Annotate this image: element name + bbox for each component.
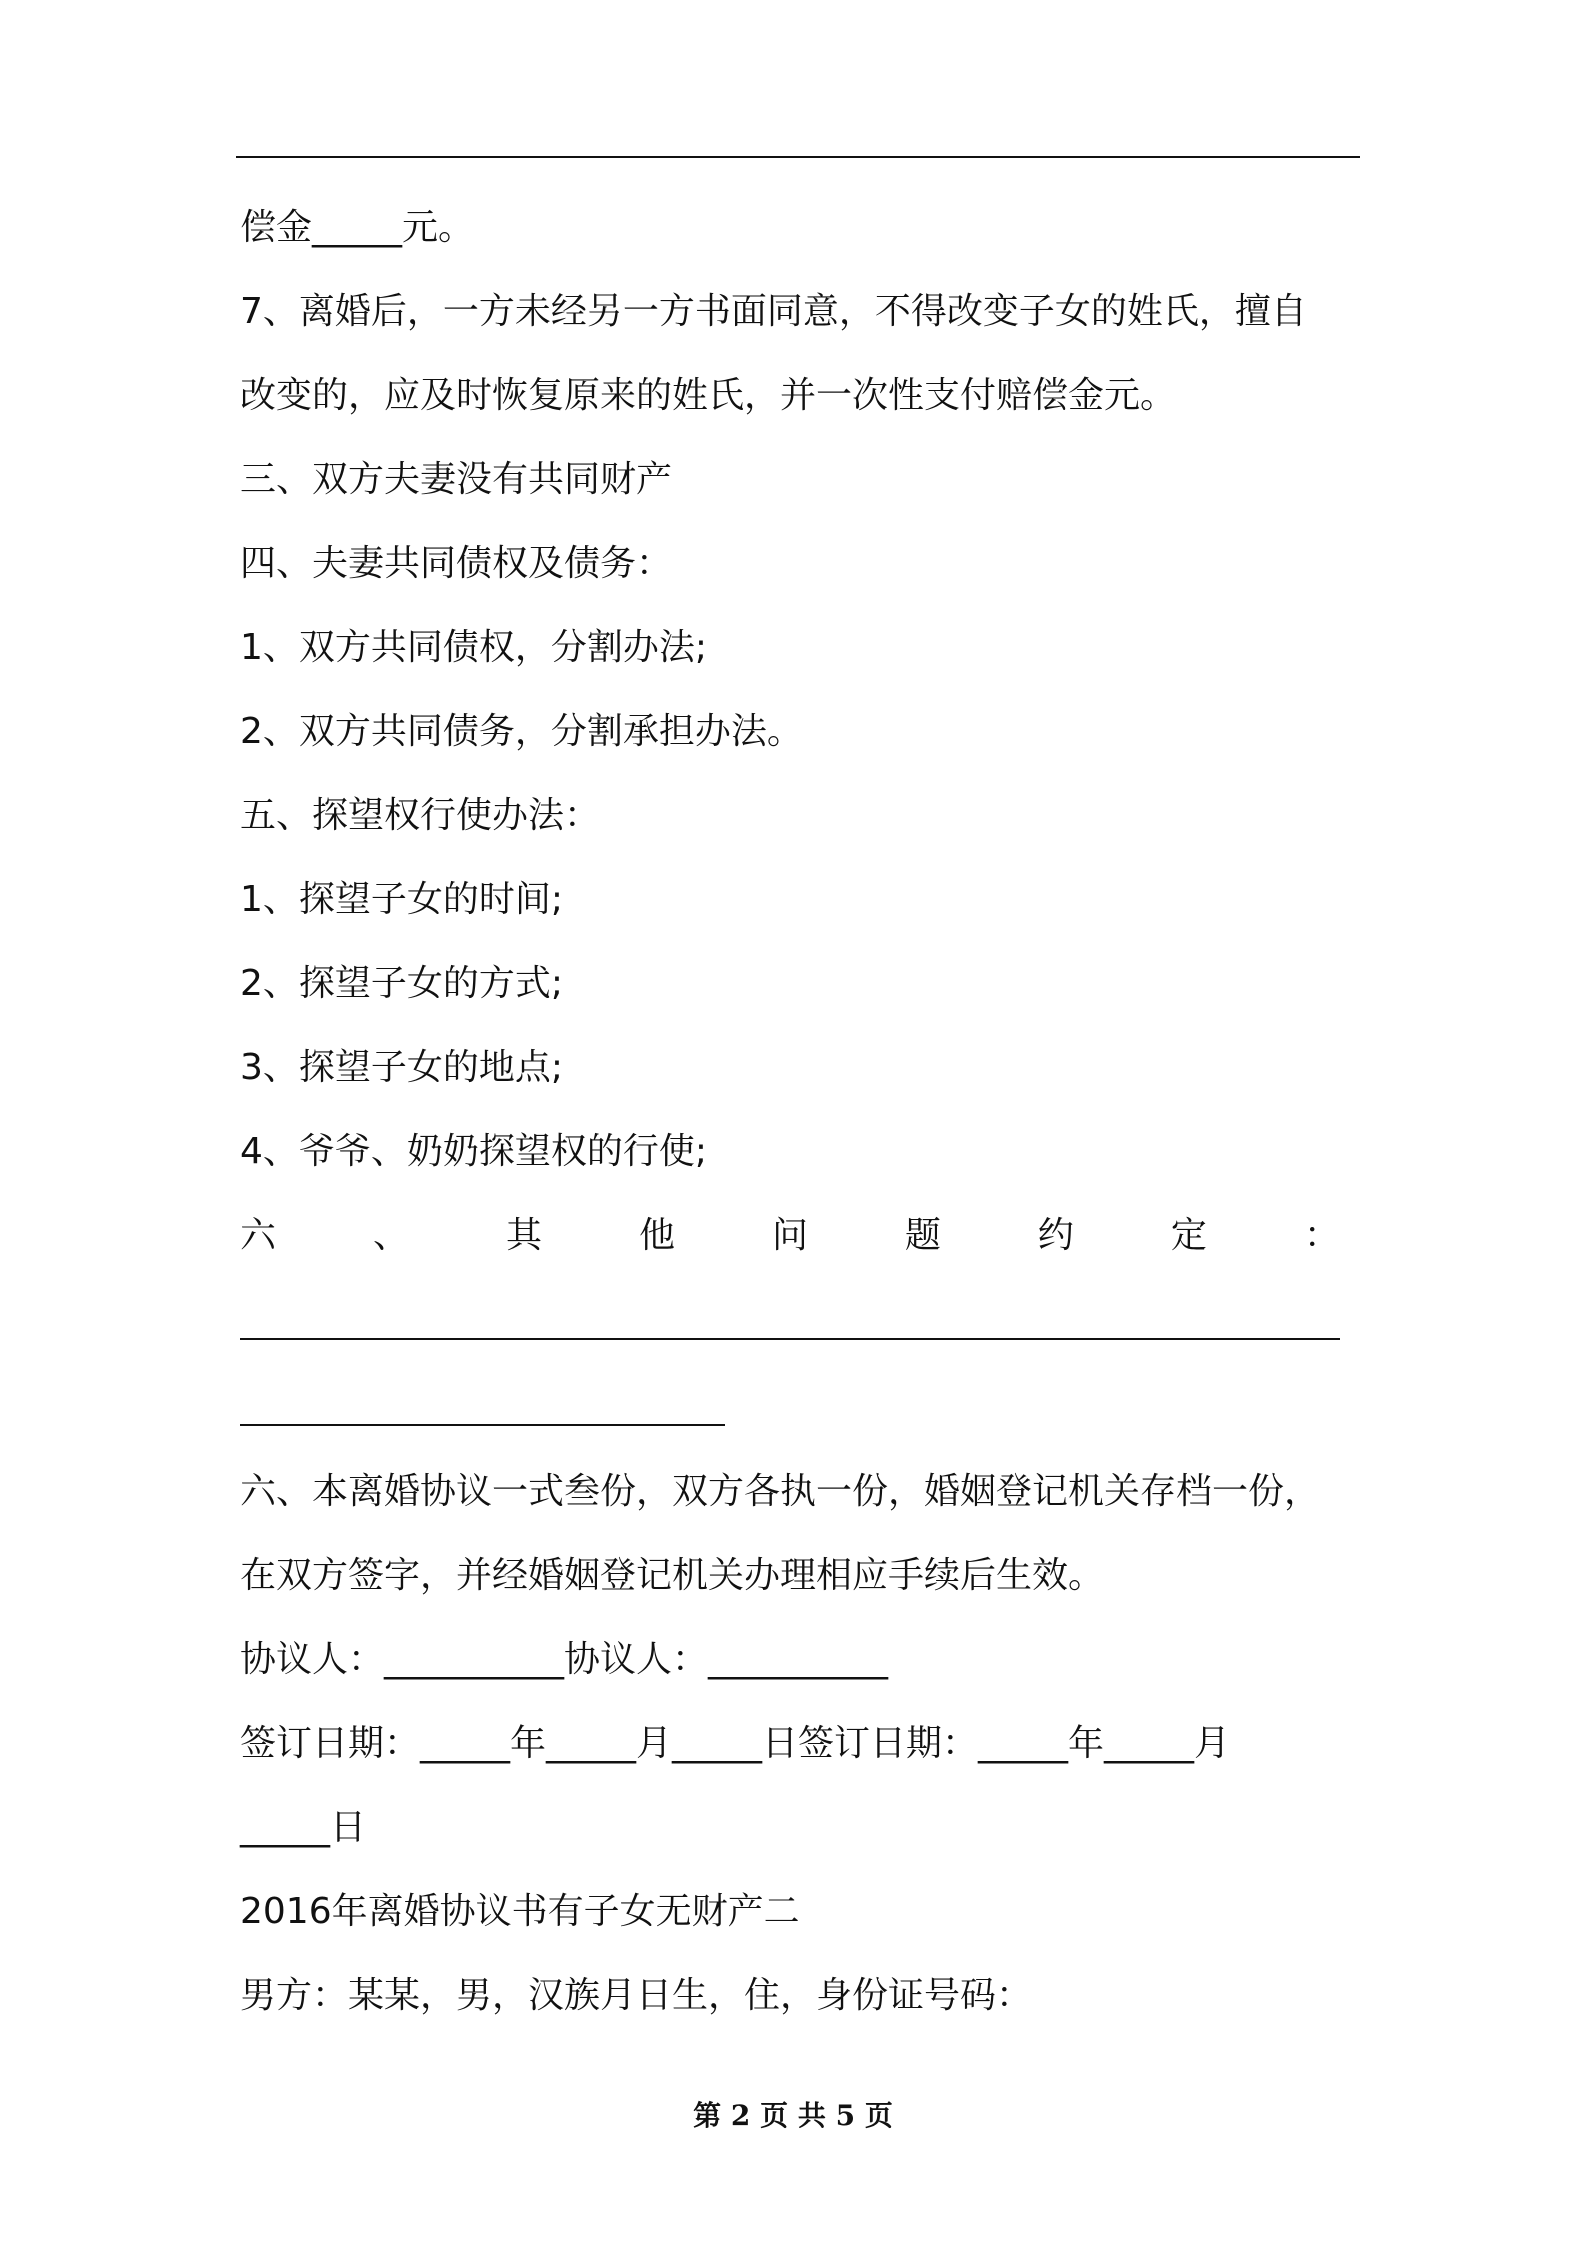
- heading-char: 其: [505, 1215, 542, 1256]
- section-heading: 四、夫妻共同债权及债务：: [240, 543, 673, 584]
- section-heading: 三、双方夫妻没有共同财产: [240, 459, 673, 500]
- text-line: 1、探望子女的时间;: [240, 879, 564, 920]
- party-info-line: 男方：某某，男，汉族月日生，住，身份证号码：: [240, 1975, 1033, 2016]
- heading-char: 问: [771, 1215, 808, 1256]
- document-title: 2016年离婚协议书有子女无财产二: [240, 1891, 800, 1932]
- heading-char: 定: [1170, 1215, 1207, 1256]
- heading-char: 约: [1037, 1215, 1074, 1256]
- heading-char: 题: [904, 1215, 941, 1256]
- signing-date-line: _____日: [240, 1807, 367, 1848]
- heading-char: ：: [1303, 1215, 1340, 1256]
- text-line: 7、离婚后，一方未经另一方书面同意，不得改变子女的姓氏，擅自: [240, 291, 1307, 332]
- document-body: [240, 186, 1360, 2038]
- header-rule: [236, 156, 1360, 158]
- heading-char: 他: [638, 1215, 675, 1256]
- text-line: 3、探望子女的地点;: [240, 1047, 564, 1088]
- signing-date-line: 签订日期：_____年_____月_____日签订日期：_____年_____月: [240, 1723, 1231, 1764]
- signatory-line: 协议人：__________协议人：__________: [240, 1639, 889, 1680]
- fill-in-blank-line: [240, 1278, 1340, 1340]
- text-line: 改变的，应及时恢复原来的姓氏，并一次性支付赔偿金元。: [240, 375, 1177, 416]
- heading-char: 六: [240, 1215, 277, 1256]
- heading-char: 、: [372, 1215, 409, 1256]
- text-line: 2、探望子女的方式;: [240, 963, 564, 1004]
- section-heading: 五、探望权行使办法：: [240, 795, 601, 836]
- page-number-footer: 第 2 页 共 5 页: [693, 2099, 893, 2132]
- other-matters-heading: [240, 1194, 1340, 1278]
- text-line: 在双方签字，并经婚姻登记机关办理相应手续后生效。: [240, 1555, 1105, 1596]
- text-line: 2、双方共同债务，分割承担办法。: [240, 711, 803, 752]
- text-line: 偿金_____元。: [240, 207, 475, 248]
- text-line: 六、本离婚协议一式叁份，双方各执一份，婚姻登记机关存档一份，: [240, 1471, 1321, 1512]
- text-line: 1、双方共同债权，分割办法;: [240, 627, 708, 668]
- fill-in-blank-line: [240, 1364, 725, 1426]
- text-line: 4、爷爷、奶奶探望权的行使;: [240, 1131, 708, 1172]
